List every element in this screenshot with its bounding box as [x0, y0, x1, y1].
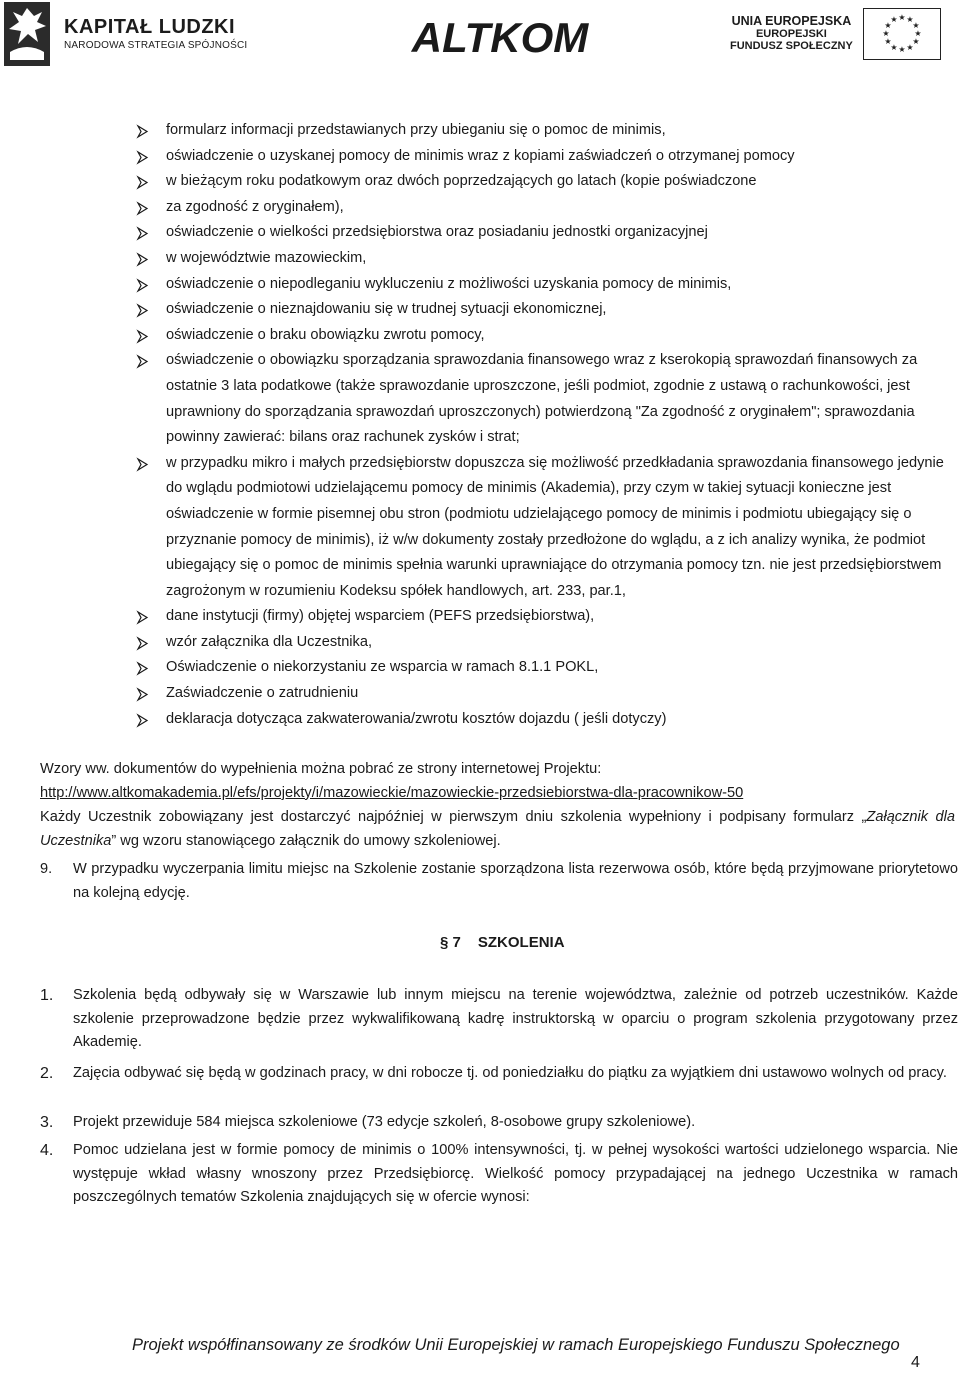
svg-text:★: ★	[912, 21, 920, 30]
list-item	[0, 220, 960, 246]
svg-text:★: ★	[890, 15, 898, 24]
svg-text:★: ★	[884, 21, 892, 30]
arrow-bullet-icon	[137, 125, 148, 138]
participant-text-after: ” wg wzoru stanowiącego załącznik do umowy szkoleniowej.	[111, 832, 501, 849]
item-9-number: 9.	[40, 861, 53, 877]
list-item-text: wzór załącznika dla Uczestnika,	[166, 633, 373, 650]
section-symbol: §	[440, 934, 449, 951]
svg-text:★: ★	[898, 13, 906, 22]
arrow-bullet-icon	[137, 355, 148, 368]
altkom-logo-text: ALTKOM	[411, 14, 589, 61]
section-item-number: 1.	[40, 987, 54, 1004]
eu-logo	[730, 8, 941, 60]
list-item	[0, 323, 960, 349]
kapital-ludzki-subtitle: NARODOWA STRATEGIA SPÓJNOŚCI	[64, 40, 248, 51]
arrow-bullet-icon	[137, 330, 148, 343]
section-heading	[440, 934, 565, 951]
kapital-ludzki-emblem-icon	[4, 2, 50, 66]
section-item-text: Pomoc udzielana jest w formie pomocy de minimis o 100% intensywności, tj. w pełnej wysokości wartości udzielonego wsparcia. Nie występuje wkład własny wnoszony przez Przedsiębiorcę. Wielkość pomocy przypadającej na jednego Uczestnika w ramach poszczególnych tematów Szkolenia znajdujących się w ofercie wynosi:	[73, 1142, 958, 1205]
list-item	[0, 604, 960, 630]
arrow-bullet-icon	[137, 227, 148, 240]
templates-text: Wzory ww. dokumentów do wypełnienia można pobrać ze strony internetowej Projektu:	[40, 761, 602, 777]
arrow-bullet-icon	[137, 253, 148, 266]
section-number	[440, 934, 461, 951]
svg-text:★: ★	[898, 45, 906, 54]
list-item-text: oświadczenie o obowiązku sporządzania sprawozdania finansowego wraz z kserokopią sprawozdań finansowych za ostatnie 3 lata podatkowe (także sprawozdanie uproszczone, jeśli podmiot, zgodnie z ustawą o rachunkowości, jest uprawniony do sporządzania sprawozdań uproszczonych) potwierdzoną "Za zgodność z oryginałem"; sprawozdania powinny zawierać: bilans oraz rachunek zysków i strat;	[166, 352, 918, 446]
arrow-bullet-icon	[137, 662, 148, 675]
eu-logo-line3: FUNDUSZ SPOŁECZNY	[730, 39, 853, 52]
section-item-text: Projekt przewiduje 584 miejsca szkoleniowe (73 edycje szkoleń, 8-osobowe grupy szkoleniowe).	[73, 1114, 696, 1130]
list-item	[0, 630, 960, 656]
section-item-number: 2.	[40, 1065, 54, 1082]
arrow-bullet-icon	[137, 611, 148, 624]
svg-text:★: ★	[912, 37, 920, 46]
list-item	[0, 655, 960, 681]
arrow-bullet-icon	[137, 304, 148, 317]
section-title: SZKOLENIA	[477, 934, 565, 951]
page-footer: Projekt współfinansowany ze środków Unii Europejskiej w ramach Europejskiego Funduszu Społecznego	[132, 1336, 900, 1354]
section-item-1	[40, 984, 958, 1055]
list-item-text: za zgodność z oryginałem),	[166, 198, 344, 215]
list-item	[0, 681, 960, 707]
list-item	[0, 707, 960, 733]
altkom-logo	[411, 0, 589, 66]
list-item-text: oświadczenie o nieznajdowaniu się w trudnej sytuacji ekonomicznej,	[166, 301, 607, 318]
arrow-bullet-icon	[137, 637, 148, 650]
arrow-bullet-icon	[137, 279, 148, 292]
list-item	[0, 297, 960, 323]
section-item-2	[40, 1062, 958, 1086]
svg-text:★: ★	[884, 37, 892, 46]
kapital-ludzki-logo	[4, 2, 247, 66]
list-item-text: Oświadczenie o niekorzystaniu ze wsparcia w ramach 8.1.1 POKL,	[166, 659, 599, 676]
list-item-text: Zaświadczenie o zatrudnieniu	[166, 685, 359, 702]
arrow-bullet-icon	[137, 176, 148, 189]
item-9	[40, 858, 958, 905]
participant-paragraph	[40, 806, 955, 853]
section-number-value: 7	[452, 934, 461, 951]
arrow-bullet-icon	[137, 688, 148, 701]
arrow-bullet-icon	[137, 458, 148, 471]
list-item	[0, 144, 960, 170]
list-item-text: oświadczenie o braku obowiązku zwrotu pomocy,	[166, 326, 485, 343]
templates-paragraph	[40, 758, 940, 805]
page-header	[0, 0, 960, 72]
list-item-text: w województwie mazowieckim,	[166, 249, 367, 266]
list-item	[0, 118, 960, 144]
list-item-text: dane instytucji (firmy) objętej wsparciem (PEFS przedsiębiorstwa),	[166, 608, 595, 625]
required-documents-list	[0, 118, 960, 732]
list-item	[0, 169, 960, 195]
page-number: 4	[911, 1354, 920, 1371]
eu-logo-line2: EUROPEJSKI	[755, 27, 827, 40]
eu-logo-line1: UNIA EUROPEJSKA	[731, 14, 852, 29]
list-item-text: formularz informacji przedstawianych przy ubieganiu się o pomoc de minimis,	[166, 122, 666, 138]
svg-text:★: ★	[906, 15, 914, 24]
arrow-bullet-icon	[137, 714, 148, 727]
list-item-text: oświadczenie o uzyskanej pomocy de minimis wraz z kopiami zaświadczeń o otrzymanej pomocy	[166, 147, 795, 164]
svg-text:★: ★	[914, 29, 922, 38]
list-item	[0, 272, 960, 298]
section-item-3	[40, 1111, 958, 1135]
list-item-text: deklaracja dotycząca zakwaterowania/zwrotu kosztów dojazdu ( jeśli dotyczy)	[166, 710, 667, 727]
list-item	[0, 195, 960, 221]
list-item-text: oświadczenie o niepodleganiu wykluczeniu z możliwości uzyskania pomocy de minimis,	[166, 275, 732, 292]
project-website-link[interactable]: http://www.altkomakademia.pl/efs/projekty/i/mazowieckie/mazowieckie-przedsiebiorstwa-dla-pracownikow-50	[40, 784, 744, 801]
list-item	[0, 451, 960, 605]
svg-text:★: ★	[882, 29, 890, 38]
participant-text-before: Każdy Uczestnik zobowiązany jest dostarczyć najpóźniej w pierwszym dniu szkolenia wypełniony i podpisany formularz „	[40, 809, 867, 825]
section-item-text: Szkolenia będą odbywały się w Warszawie lub innym miejscu na terenie województwa, zależnie od potrzeb uczestników. Każde szkolenie przeprowadzone będzie przez wykwalifikowaną kadrę instruktorską w oparciu o program szkolenia przygotowany przez Akademię.	[73, 987, 958, 1050]
list-item-text: oświadczenie o wielkości przedsiębiorstwa oraz posiadaniu jednostki organizacyjnej	[166, 224, 708, 241]
svg-text:★: ★	[906, 43, 914, 52]
list-item	[0, 246, 960, 272]
list-item	[0, 348, 960, 450]
participant-attachment-name: Załącznik dla Uczestnika	[40, 809, 955, 849]
item-9-text: W przypadku wyczerpania limitu miejsc na Szkolenie zostanie sporządzona lista rezerwowa osób, które będą przyjmowane priorytetowo na kolejną edycję.	[73, 861, 958, 901]
kapital-ludzki-title: KAPITAŁ LUDZKI	[64, 16, 236, 38]
eu-flag-icon	[863, 8, 941, 60]
section-item-4	[40, 1139, 958, 1210]
section-item-number: 4.	[40, 1142, 54, 1159]
list-item-text: w przypadku mikro i małych przedsiębiorstw dopuszcza się możliwość przedkładania sprawozdania finansowego jedynie do wglądu podmiotowi udzielającemu pomocy de minimis (Akademia), przy czym w takiej sytuacji konieczne jest oświadczenie w formie pisemnej obu stron (podmiotu udzielającego pomocy de minimis i podmiotu ubiegający się o przyznanie pomocy de minimis), iż w/w dokumenty zostały przedłożone do wglądu, a z ich analizy wynika, że podmiot ubiegający się o pomoc de minimis spełnia warunki uprawniające do otrzymania pomocy tzn. nie jest przedsiębiorstwem zagrożonym w rozumieniu Kodeksu spółek handlowych, art. 233, par.1,	[166, 454, 944, 599]
svg-text:★: ★	[890, 43, 898, 52]
arrow-bullet-icon	[137, 151, 148, 164]
section-item-number: 3.	[40, 1114, 54, 1131]
list-item-text: w bieżącym roku podatkowym oraz dwóch poprzedzających go latach (kopie poświadczone	[166, 173, 757, 190]
section-item-text: Zajęcia odbywać się będą w godzinach pracy, w dni robocze tj. od poniedziałku do piątku za wyjątkiem dni ustawowo wolnych od pracy.	[73, 1065, 947, 1081]
arrow-bullet-icon	[137, 202, 148, 215]
